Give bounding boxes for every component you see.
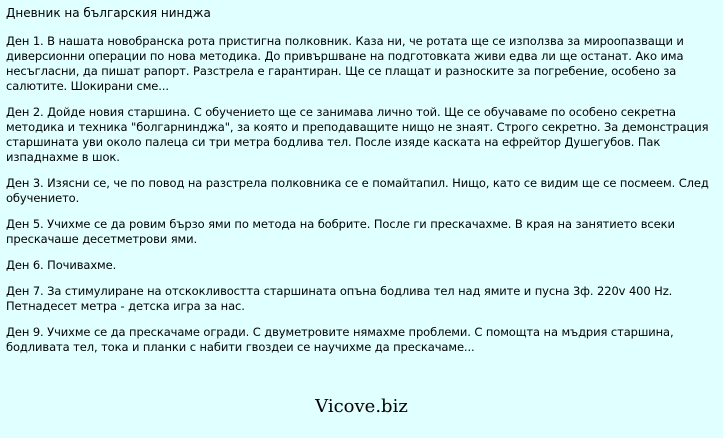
diary-page [6, 6, 718, 366]
diary-entry-day-6: Ден 6. Почивахме. [6, 258, 117, 272]
diary-entry-day-5: Ден 5. Учихме се да ровим бързо ями по метода на бобрите. После ги прескачахме. В края на занятието всеки прескачаше десетметрови ями. [6, 217, 675, 246]
diary-entry-day-7: Ден 7. За стимулиране на отскокливостта старшината опъна бодлива тел над ямите и пусна 3ф. 220v 400 Hz. Петнадесет метра - детска игра за нас. [6, 284, 673, 313]
diary-entry-day-1: Ден 1. В нашата новобранска рота пристигна полковник. Каза ни, че ротата ще се използва за мироопазващи и диверсионни операции по нова методика. До привършване на подготовката живи едва ли ще останат. Ако има несъгласни, да пишат рапорт. Разстрела е гарантиран. Ще се плащат и разноските за погребение, особено за салютите. Шокирани сме... [6, 34, 684, 93]
site-footer-brand: Vicove.biz [315, 396, 408, 417]
diary-entry-day-2: Ден 2. Дойде новия старшина. С обучението ще се занимава лично той. Ще се обучаваме по особено секретна методика и техника "болгарнинджа", за която и преподаващите нищо не знаят. Строго секретно. За демонстрация старшината уви около палеца си три метра бодлива тел. После изяде каската на ефрейтор Душегубов. Пак изпаднахме в шок. [6, 105, 709, 164]
diary-entry-day-3: Ден 3. Изясни се, че по повод на разстрела полковника се е помайтапил. Нищо, като се видим ще се посмеем. След обучението. [6, 176, 709, 205]
page-title: Дневник на българския нинджа [6, 6, 211, 20]
diary-entry-day-9: Ден 9. Учихме се да прескачаме огради. С двуметровите нямахме проблеми. С помощта на мъдрия старшина, бодливата тел, тока и планки с набити гвоздеи се научихме да прескачаме... [6, 325, 674, 354]
